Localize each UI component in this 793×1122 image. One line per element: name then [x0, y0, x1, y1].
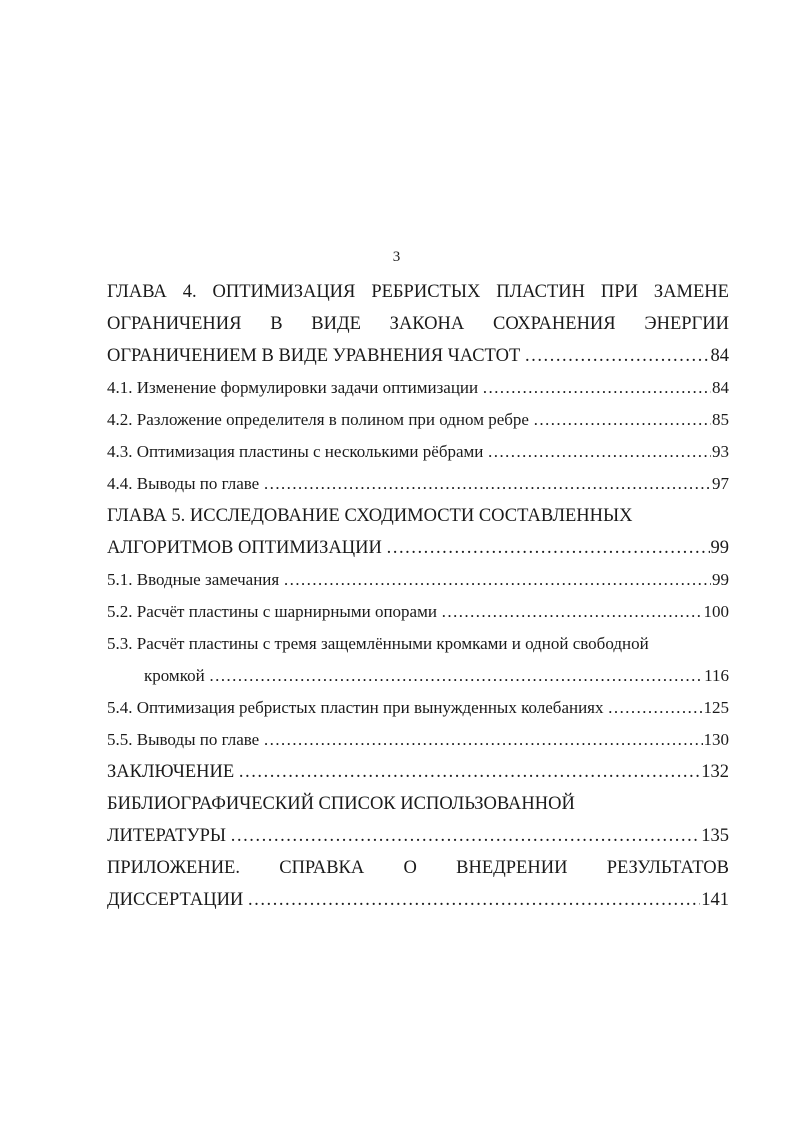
toc-entry-title: ЗАКЛЮЧЕНИЕ [107, 762, 235, 782]
toc-page-number: 93 [712, 442, 729, 461]
word: РЕБРИСТЫХ [371, 282, 481, 302]
toc-appendix-line1 [107, 852, 729, 884]
toc-appendix-line2 [107, 884, 729, 916]
toc-section-4-1 [107, 372, 729, 404]
toc-entry-title: ЛИТЕРАТУРЫ [107, 826, 226, 846]
toc-entry-title: 5.2. Расчёт пластины с шарнирными опорами [107, 602, 437, 621]
leader-dots [533, 404, 711, 436]
word: ЗАМЕНЕ [653, 282, 729, 302]
leader-dots [482, 372, 711, 404]
toc-entry-title: 4.1. Изменение формулировки задачи оптимизации [107, 378, 479, 397]
word: ВНЕДРЕНИИ [456, 858, 568, 878]
leader-dots [230, 820, 700, 852]
leader-dots [487, 436, 711, 468]
leader-dots [238, 756, 700, 788]
toc-page-number: 125 [703, 698, 729, 717]
toc-entry-title: 5.1. Вводные замечания [107, 570, 280, 589]
word: СОХРАНЕНИЯ [493, 314, 616, 334]
word: ЗАКОНА [389, 314, 465, 334]
leader-dots [209, 660, 703, 692]
toc-entry-title: 5.3. Расчёт пластины с тремя защемлёнными кромками и одной свободной [107, 634, 649, 653]
toc-chapter5-line2 [107, 532, 729, 564]
toc-entry-title: АЛГОРИТМОВ ОПТИМИЗАЦИИ [107, 538, 382, 558]
toc-page-number: 99 [712, 570, 729, 589]
leader-dots [441, 596, 703, 628]
leader-dots [524, 340, 709, 372]
toc-page-number: 135 [701, 826, 729, 846]
toc-section-5-1 [107, 564, 729, 596]
toc-entry-title: 5.4. Оптимизация ребристых пластин при вынужденных колебаниях [107, 698, 604, 717]
toc-chapter4-line3 [107, 340, 729, 372]
word: СПРАВКА [279, 858, 365, 878]
toc-section-5-3-line2 [107, 660, 729, 692]
word: ГЛАВА [107, 282, 167, 302]
toc-conclusion [107, 756, 729, 788]
word: О [403, 858, 417, 878]
toc-section-4-3 [107, 436, 729, 468]
leader-dots [386, 532, 710, 564]
toc-section-5-5 [107, 724, 729, 756]
word: ПРИ [600, 282, 638, 302]
toc-entry-title: ГЛАВА 5. ИССЛЕДОВАНИЕ СХОДИМОСТИ СОСТАВЛЕННЫХ [107, 506, 633, 526]
toc-page-number: 99 [710, 538, 729, 558]
toc-page-number: 85 [712, 410, 729, 429]
toc-page-number: 97 [712, 474, 729, 493]
toc-entry-title: ОГРАНИЧЕНИЕМ В ВИДЕ УРАВНЕНИЯ ЧАСТОТ [107, 346, 521, 366]
toc-bibliography-line2 [107, 820, 729, 852]
word: ЭНЕРГИИ [644, 314, 729, 334]
toc-page-number: 130 [703, 730, 729, 749]
toc-page-number: 132 [701, 762, 729, 782]
toc-bibliography-line1 [107, 788, 729, 820]
toc-chapter5-line1 [107, 500, 729, 532]
word: РЕЗУЛЬТАТОВ [606, 858, 729, 878]
toc-entry-title: 4.3. Оптимизация пластины с несколькими рёбрами [107, 442, 484, 461]
word: ВИДЕ [311, 314, 361, 334]
word: В [270, 314, 283, 334]
word: 4. [182, 282, 197, 302]
word: ОГРАНИЧЕНИЯ [107, 314, 242, 334]
word: ПЛАСТИН [496, 282, 585, 302]
toc-section-5-3-line1 [107, 628, 729, 660]
toc-page-number: 84 [712, 378, 729, 397]
toc-page-number: 84 [710, 346, 729, 366]
table-of-contents [107, 276, 729, 916]
toc-page-number: 141 [701, 890, 729, 910]
leader-dots [283, 564, 711, 596]
toc-section-4-2 [107, 404, 729, 436]
toc-entry-title: 4.2. Разложение определителя в полином при одном ребре [107, 410, 529, 429]
toc-section-5-4 [107, 692, 729, 724]
leader-dots [263, 724, 702, 756]
word: ОПТИМИЗАЦИЯ [212, 282, 356, 302]
leader-dots [263, 468, 711, 500]
toc-entry-title: 4.4. Выводы по главе [107, 474, 260, 493]
page-number: 3 [392, 249, 401, 265]
toc-entry-title: БИБЛИОГРАФИЧЕСКИЙ СПИСОК ИСПОЛЬЗОВАННОЙ [107, 794, 575, 814]
toc-page-number: 116 [704, 666, 729, 685]
toc-section-5-2 [107, 596, 729, 628]
toc-entry-title: кромкой [144, 666, 205, 685]
toc-section-4-4 [107, 468, 729, 500]
leader-dots [608, 692, 703, 724]
leader-dots [247, 884, 700, 916]
toc-chapter4-line2 [107, 308, 729, 340]
word: ПРИЛОЖЕНИЕ. [107, 858, 240, 878]
toc-chapter4-line1 [107, 276, 729, 308]
toc-entry-title: ДИССЕРТАЦИИ [107, 890, 244, 910]
toc-entry-title: 5.5. Выводы по главе [107, 730, 260, 749]
toc-page-number: 100 [703, 602, 729, 621]
